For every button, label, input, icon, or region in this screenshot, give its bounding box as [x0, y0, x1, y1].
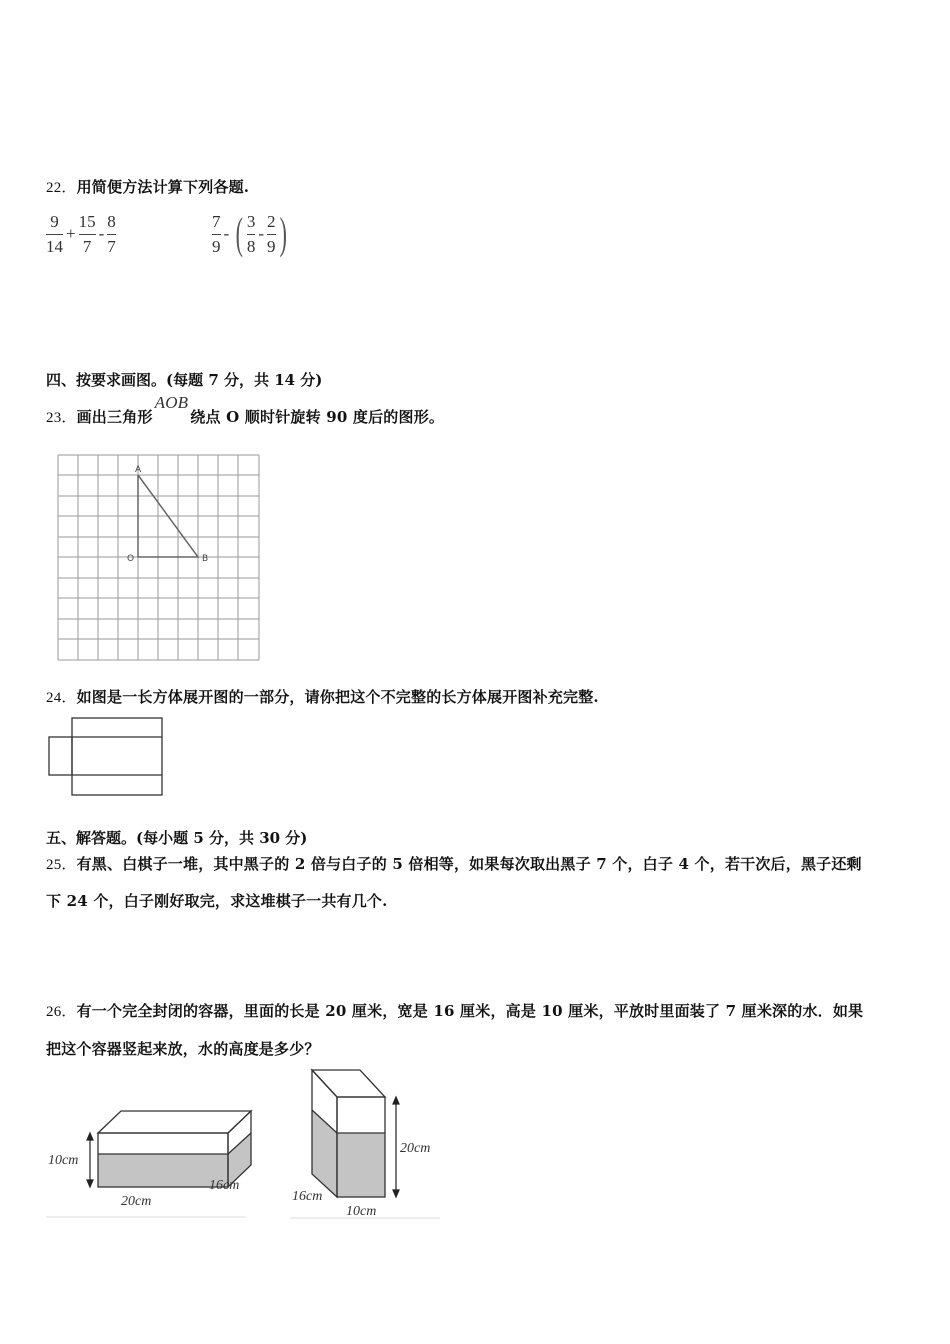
q24-text: 如图是一长方体展开图的一部分，请你把这个不完整的长方体展开图补充完整.: [76, 688, 599, 706]
box-top-face: [98, 1111, 251, 1133]
arrow-up: [87, 1133, 93, 1140]
denominator: 9: [212, 236, 221, 256]
numerator: 8: [107, 212, 116, 231]
denominator: 7: [107, 236, 116, 256]
fraction: [46, 212, 63, 256]
upright-width-label: 16cm: [292, 1189, 323, 1204]
left-parenthesis: (: [235, 209, 244, 259]
length-label: 20cm: [121, 1194, 152, 1209]
q26-text-line-2: 把这个容器竖起来放，水的高度是多少？: [46, 1040, 320, 1058]
q26-line-1: [46, 1000, 863, 1021]
q23-heading: [46, 393, 445, 427]
q22-heading: [46, 176, 249, 197]
fraction: [107, 212, 116, 256]
label-o: O: [127, 554, 135, 564]
fraction: [79, 212, 96, 256]
denominator: 9: [267, 236, 276, 256]
upright-top-face: [312, 1070, 385, 1097]
fraction: [247, 212, 256, 256]
q24-number: 24．: [46, 690, 77, 706]
numerator: 15: [78, 212, 96, 231]
water-front-upright: [337, 1133, 385, 1197]
container-flat-figure: [46, 1105, 256, 1225]
operator: -: [258, 224, 264, 244]
numerator: 9: [50, 212, 59, 231]
q26-text-line-1: 有一个完全封闭的容器，里面的长是 20 厘米，宽是 16 厘米，高是 10 厘米，平放时里面装了 7 厘米深的水．如果: [76, 1002, 864, 1020]
fraction: [212, 212, 221, 256]
upright-length-label: 10cm: [346, 1204, 377, 1219]
right-parenthesis: ): [279, 209, 287, 259]
label-b: B: [202, 554, 209, 564]
height-label: 10cm: [48, 1153, 79, 1168]
net-outer-rect: [72, 718, 162, 795]
q25-number: 25．: [46, 857, 77, 873]
q22-number: 22．: [46, 180, 77, 196]
denominator: 7: [82, 236, 92, 256]
q22-expression-2: [212, 209, 290, 259]
q25-text-line-2: 下 24 个，白子刚好取完，求这堆棋子一共有几个.: [46, 892, 388, 910]
operator: +: [66, 224, 76, 244]
section-4-title: 四、按要求画图。(每题 7 分，共 14 分): [46, 371, 323, 389]
operator: -: [98, 224, 105, 244]
rotation-grid-figure: [56, 454, 262, 662]
q22-text: 用简便方法计算下列各题.: [76, 178, 250, 196]
q23-triangle-name: AOB: [154, 393, 189, 412]
container-upright-figure: [290, 1066, 450, 1226]
section-5-title: 五、解答题。(每小题 5 分，共 30 分): [46, 829, 308, 847]
operator: -: [223, 224, 230, 244]
arrow-up: [393, 1097, 399, 1104]
width-label: 16cm: [209, 1178, 240, 1193]
fraction: [267, 212, 276, 256]
arrow-down: [393, 1190, 399, 1197]
numerator: 2: [267, 212, 276, 231]
q24-heading: [46, 686, 599, 707]
water-side-upright: [312, 1110, 337, 1197]
q25-text-line-1: 有黑、白棋子一堆，其中黑子的 2 倍与白子的 5 倍相等，如果每次取出黑子 7 个，白子 4 个，若干次后，黑子还剩: [76, 855, 862, 873]
q23-text-after: 绕点 O 顺时针旋转 90 度后的图形。: [190, 408, 445, 426]
q23-number: 23．: [46, 410, 77, 426]
numerator: 7: [212, 212, 221, 231]
numerator: 3: [246, 212, 256, 231]
net-side-face: [49, 737, 72, 775]
cuboid-net-figure: [46, 716, 168, 798]
arrow-down: [87, 1180, 93, 1187]
denominator: 14: [46, 236, 63, 256]
q26-number: 26．: [46, 1004, 77, 1020]
label-a: A: [135, 465, 142, 475]
q23-text-before: 画出三角形: [76, 408, 153, 426]
q25-line-1: [46, 853, 862, 874]
upright-height-label: 20cm: [400, 1141, 431, 1156]
denominator: 8: [246, 236, 256, 256]
q22-expression-1: [46, 212, 116, 256]
